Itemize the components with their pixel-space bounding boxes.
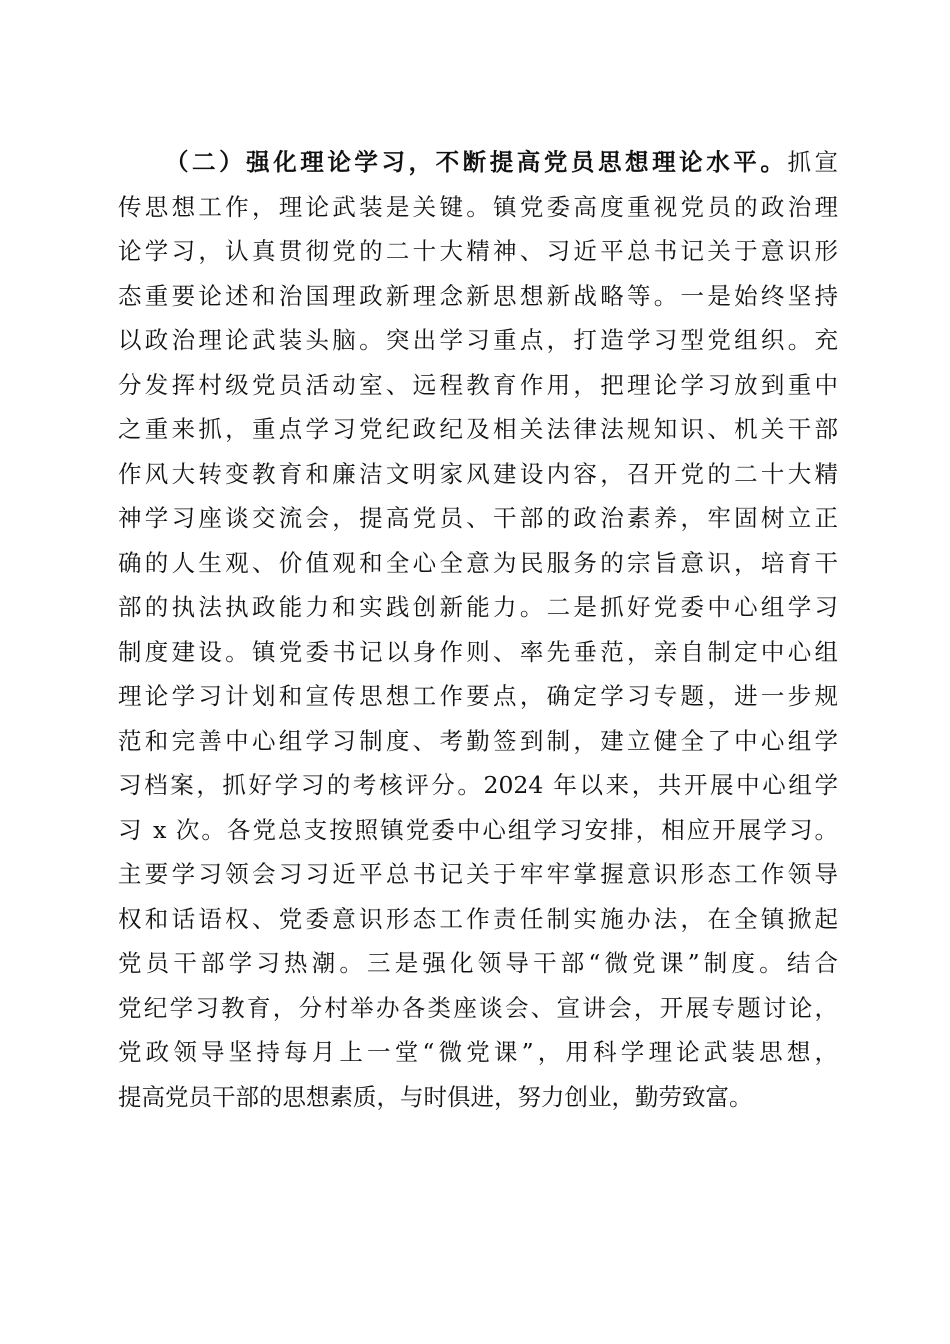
paragraph-line: 理论学习计划和宣传思想工作要点，确定学习专题，进一步规 <box>118 682 838 710</box>
section-heading: （二）强化理论学习，不断提高党员思想理论水平。 <box>165 148 788 176</box>
paragraph-line: 态重要论述和治国理政新理念新思想新战略等。一是始终坚持 <box>118 281 838 310</box>
paragraph-line-1 <box>118 140 838 185</box>
paragraph-line: 作风大转变教育和廉洁文明家风建设内容，召开党的二十大精 <box>118 459 838 488</box>
paragraph-line: 以政治理论武装头脑。突出学习重点，打造学习型党组织。充 <box>118 326 838 354</box>
paragraph-line: 之重来抓，重点学习党纪政纪及相关法律法规知识、机关干部 <box>118 415 838 443</box>
paragraph-line: 制度建设。镇党委书记以身作则、率先垂范，亲自制定中心组 <box>118 637 838 666</box>
paragraph-line: 党员干部学习热潮。三是强化领导干部“微党课”制度。结合 <box>118 949 838 977</box>
paragraph-line: 传思想工作，理论武装是关键。镇党委高度重视党员的政治理 <box>118 192 838 221</box>
paragraph-line: 党纪学习教育，分村举办各类座谈会、宣讲会，开展专题讨论， <box>118 993 838 1022</box>
paragraph-line: 神学习座谈交流会，提高党员、干部的政治素养，牢固树立正 <box>118 504 838 532</box>
paragraph-line: 部的执法执政能力和实践创新能力。二是抓好党委中心组学习 <box>118 593 838 621</box>
heading-line-tail: 抓宣 <box>787 148 838 176</box>
paragraph-line: 习 x 次。各党总支按照镇党委中心组学习安排，相应开展学习。 <box>118 815 838 844</box>
paragraph-line: 习档案，抓好学习的考核评分。2024 年以来，共开展中心组学 <box>118 771 838 799</box>
paragraph-line-last: 提高党员干部的思想素质，与时俱进，努力创业，勤劳致富。 <box>118 1082 753 1111</box>
paragraph-line: 范和完善中心组学习制度、考勤签到制，建立健全了中心组学 <box>118 726 838 755</box>
paragraph-line: 权和话语权、党委意识形态工作责任制实施办法，在全镇掀起 <box>118 904 838 933</box>
paragraph-line: 主要学习领会习习近平总书记关于牢牢掌握意识形态工作领导 <box>118 860 838 888</box>
paragraph-line: 确的人生观、价值观和全心全意为民服务的宗旨意识，培育干 <box>118 548 838 577</box>
body-paragraph <box>118 140 838 1119</box>
paragraph-line: 党政领导坚持每月上一堂“微党课”，用科学理论武装思想， <box>118 1038 838 1066</box>
paragraph-line: 分发挥村级党员活动室、远程教育作用，把理论学习放到重中 <box>118 370 838 399</box>
paragraph-line: 论学习，认真贯彻党的二十大精神、习近平总书记关于意识形 <box>118 237 838 265</box>
